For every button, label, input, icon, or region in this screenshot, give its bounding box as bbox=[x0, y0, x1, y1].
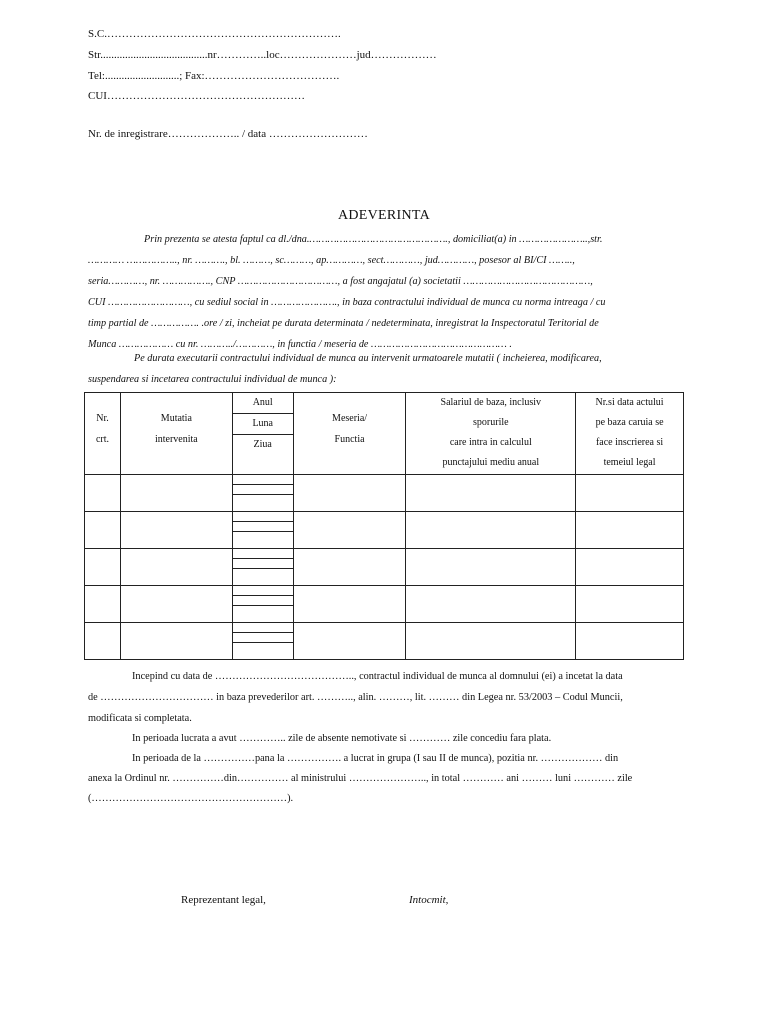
body-line: In perioada de la ……………pana la ……………. a lucrat in grupa (I sau II de munca), pozitia nr. ……………… din bbox=[132, 753, 619, 764]
header-text: Salariul de baza, inclusiv bbox=[440, 397, 542, 408]
date-subcell bbox=[233, 559, 293, 569]
header-text: sporurile bbox=[473, 417, 509, 428]
table-cell bbox=[576, 623, 684, 660]
header-meseria bbox=[293, 393, 406, 475]
table-cell bbox=[232, 475, 293, 512]
table-cell bbox=[120, 475, 232, 512]
header-text: Nr. bbox=[96, 413, 109, 424]
table-row bbox=[85, 586, 684, 623]
table-cell bbox=[576, 586, 684, 623]
address-line: Str.......................................nr…………..loc…………………jud……………… bbox=[88, 49, 437, 61]
intro-line: timp partial de ……………. .ore / zi, incheiat pe durata determinata / nedeterminata, inregistrat la Inspectoratul Teritorial de bbox=[88, 318, 599, 329]
table-cell bbox=[120, 623, 232, 660]
closing-paragraph bbox=[88, 671, 680, 811]
table-cell bbox=[406, 512, 576, 549]
intro-paragraph bbox=[88, 234, 680, 349]
table-cell bbox=[406, 586, 576, 623]
table-row bbox=[85, 623, 684, 660]
table-cell bbox=[85, 512, 121, 549]
mutations-intro-line: suspendarea si incetarea contractului individual de munca ): bbox=[88, 374, 337, 385]
table-cell bbox=[232, 512, 293, 549]
header-text: temeiul legal bbox=[603, 457, 656, 468]
body-line: modificata si completata. bbox=[88, 713, 192, 724]
cui-line: CUI……………………………………………… bbox=[88, 90, 305, 102]
table-cell bbox=[120, 512, 232, 549]
table-cell bbox=[293, 475, 406, 512]
prepared-by-label: Intocmit, bbox=[409, 894, 449, 906]
header-text: care intra in calculul bbox=[449, 437, 532, 448]
header-ziua: Ziua bbox=[253, 439, 272, 450]
date-subcell bbox=[233, 495, 293, 504]
header-text: Nr.si data actului bbox=[595, 397, 664, 408]
date-subcell bbox=[233, 586, 293, 596]
date-subcell bbox=[233, 522, 293, 532]
legal-representative-label: Reprezentant legal, bbox=[181, 894, 266, 906]
company-name-line: S.C.………………………………………………………. bbox=[88, 28, 341, 40]
header-act bbox=[576, 393, 684, 475]
date-subcell bbox=[233, 633, 293, 643]
header-luna: Luna bbox=[233, 414, 293, 435]
table-cell bbox=[232, 549, 293, 586]
header-salariul bbox=[406, 393, 576, 475]
table-cell bbox=[406, 475, 576, 512]
table-cell bbox=[85, 623, 121, 660]
date-subcell bbox=[233, 549, 293, 559]
table-cell bbox=[406, 549, 576, 586]
body-line: (…………………………………………………). bbox=[88, 793, 294, 804]
mutations-table bbox=[84, 392, 684, 660]
date-subcell bbox=[233, 512, 293, 522]
body-line: In perioada lucrata a avut ………….. zile de absente nemotivate si ………… zile concediu fara plata. bbox=[132, 733, 552, 744]
body-line: anexa la Ordinul nr. ……………din…………… al ministrului ………………….., in total ………… ani ……… luni ………… zile bbox=[88, 773, 633, 784]
header-text: Mutatia bbox=[160, 413, 192, 424]
header-text: Meseria/ bbox=[332, 413, 368, 424]
table-row bbox=[85, 512, 684, 549]
body-line: Incepind cu data de ………………………………….., contractul individual de munca al domnului (ei) a incetat la data bbox=[132, 671, 623, 682]
header-anul: Anul bbox=[233, 393, 293, 414]
table-cell bbox=[576, 549, 684, 586]
table-cell bbox=[120, 549, 232, 586]
header-nr-crt bbox=[85, 393, 121, 475]
document-title: ADEVERINTA bbox=[337, 208, 431, 223]
mutations-intro-line: Pe durata executarii contractului individual de munca au intervenit urmatoarele mutatii ( incheierea, modificarea, bbox=[134, 353, 602, 364]
header-text: punctajului mediu anual bbox=[442, 457, 540, 468]
body-line: de …………………………… in baza prevederilor art. ……….., alin. ………, lit. ……… din Legea nr. 53/2003 – Codul Muncii, bbox=[88, 692, 623, 703]
header-text: pe baza caruia se bbox=[595, 417, 664, 428]
intro-line: Prin prezenta se atesta faptul ca dl./dna.………………………………………., domiciliat(a) in …………………..,str. bbox=[144, 234, 603, 245]
table-cell bbox=[85, 586, 121, 623]
table-cell bbox=[120, 586, 232, 623]
table-body bbox=[85, 475, 684, 660]
date-subcell bbox=[233, 643, 293, 652]
table-cell bbox=[293, 549, 406, 586]
intro-line: seria…………, nr. ……………., CNP ……………………………, a fost angajatul (a) societatii ……………………………………, bbox=[88, 276, 593, 287]
table-cell bbox=[232, 623, 293, 660]
mutations-intro bbox=[88, 353, 680, 389]
table-cell bbox=[85, 475, 121, 512]
table-header-row bbox=[85, 393, 684, 475]
intro-line: CUI ………………………, cu sediul social in …………………., in baza contractului individual de munca cu norma intreaga / cu bbox=[88, 297, 606, 308]
table-cell bbox=[293, 512, 406, 549]
date-subcell bbox=[233, 596, 293, 606]
phone-fax-line: Tel:...........................; Fax:………………………………. bbox=[88, 70, 340, 82]
header-text: Functia bbox=[334, 434, 365, 445]
header-text: crt. bbox=[95, 434, 109, 445]
date-subcell bbox=[233, 623, 293, 633]
table-cell bbox=[406, 623, 576, 660]
intro-line: Munca ……………… cu nr. ………../…………, in functia / meseria de ……………………………………… . bbox=[88, 339, 512, 350]
header-text: intervenita bbox=[154, 434, 198, 445]
header-date bbox=[232, 393, 293, 475]
table-row bbox=[85, 475, 684, 512]
intro-line: ………… …………….., nr. ………., bl. ………, sc………, ap…………, sect…………, jud…………, posesor al BI/CI …….., bbox=[88, 255, 575, 266]
table-cell bbox=[232, 586, 293, 623]
table-row bbox=[85, 549, 684, 586]
date-subcell bbox=[233, 485, 293, 495]
table-cell bbox=[293, 623, 406, 660]
table-cell bbox=[85, 549, 121, 586]
header-mutatia bbox=[120, 393, 232, 475]
date-subcell bbox=[233, 475, 293, 485]
table-cell bbox=[576, 475, 684, 512]
date-subcell bbox=[233, 532, 293, 541]
date-subcell bbox=[233, 606, 293, 615]
registration-line: Nr. de inregistrare……………….. / data ……………………… bbox=[88, 128, 368, 140]
header-text: face inscrierea si bbox=[595, 437, 664, 448]
table-cell bbox=[576, 512, 684, 549]
table-cell bbox=[293, 586, 406, 623]
date-subcell bbox=[233, 569, 293, 578]
